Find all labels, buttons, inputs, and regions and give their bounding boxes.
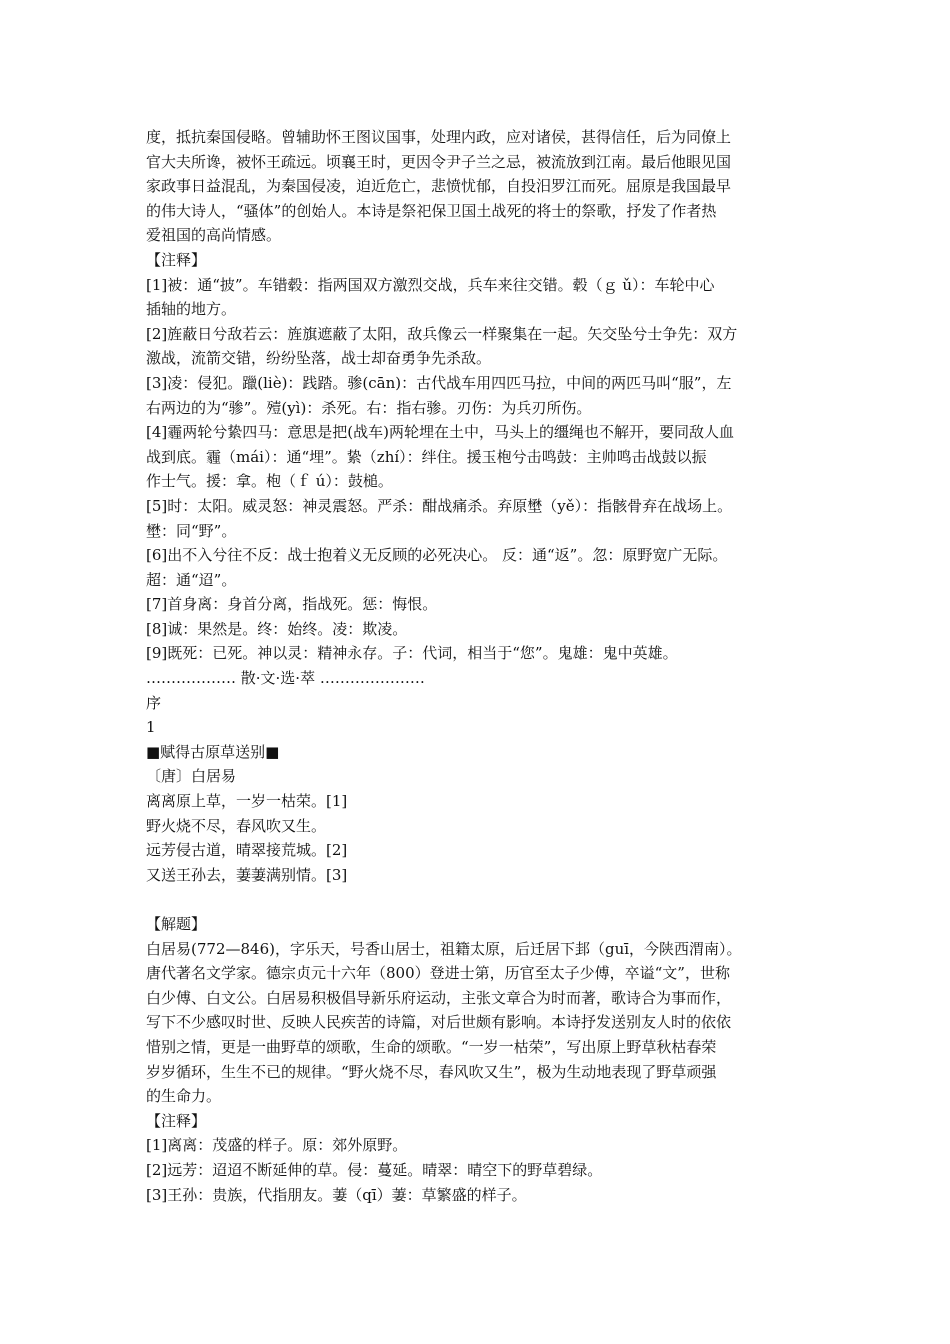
jieti-heading: 【解题】 <box>146 915 207 933</box>
jieti-section <box>146 912 812 1109</box>
text-line: 惜别之情，更是一曲野草的颂歌，生命的颂歌。“一岁一枯荣”，写出原上野草秋枯春荣 <box>146 1037 717 1056</box>
note-line: [3]凌：侵犯。躐(liè)：践踏。骖(cān)：古代战车用四匹马拉，中间的两匹马叫“服”，左 <box>146 373 732 392</box>
poem-author: 〔唐〕白居易 <box>146 767 237 786</box>
note-line: [2]远芳：迢迢不断延伸的草。侵：蔓延。晴翠：晴空下的野草碧绿。 <box>146 1160 603 1179</box>
note-line: [9]既死：已死。神以灵：精神永存。子：代词，相当于“您”。鬼雄：鬼中英雄。 <box>146 644 678 663</box>
poem-title: ■赋得古原草送别■ <box>146 742 280 761</box>
text-line: 的生命力。 <box>146 1087 222 1106</box>
note-line: [8]诚：果然是。终：始终。凌：欺凌。 <box>146 619 408 638</box>
section-number: 1 <box>146 718 156 737</box>
notes-section-1 <box>146 248 812 666</box>
note-line: [3]王孙：贵族，代指朋友。萋（qī）萋：草繁盛的样子。 <box>146 1185 527 1204</box>
section-label: 序 <box>146 693 162 712</box>
note-line: [2]旌蔽日兮敌若云：旌旗遮蔽了太阳，敌兵像云一样聚集在一起。矢交坠兮士争先：双方 <box>146 324 738 343</box>
note-line: 超：通“迢”。 <box>146 570 237 589</box>
section-divider: ……………… 散·文·选·萃 ………………… <box>146 669 425 688</box>
note-line: [6]出不入兮往不反：战士抱着义无反顾的必死决心。 反：通“返”。忽：原野宽广无际。 <box>146 546 728 565</box>
intro-paragraph <box>146 125 812 248</box>
text-line: 家政事日益混乱，为秦国侵凌，迫近危亡，悲愤忧郁，自投汨罗江而死。屈原是我国最早 <box>146 177 732 196</box>
notes-section-2 <box>146 1109 812 1207</box>
poem-line: 又送王孙去，萋萋满别情。[3] <box>146 865 348 884</box>
note-line: [1]离离：茂盛的样子。原：郊外原野。 <box>146 1136 408 1155</box>
note-line: 壄：同“野”。 <box>146 521 237 540</box>
text-line: 写下不少感叹时世、反映人民疾苦的诗篇，对后世颇有影响。本诗抒发送别友人时的依依 <box>146 1013 732 1032</box>
note-line: 作士气。援：拿。枹（ｆ ú）：鼓槌。 <box>146 472 393 491</box>
text-line: 唐代著名文学家。德宗贞元十六年（800）登进士第，历官至太子少傅，卒谥“文”，世称 <box>146 964 730 983</box>
poem-line: 离离原上草，一岁一枯荣。[1] <box>146 792 348 811</box>
note-line: 插轴的地方。 <box>146 300 237 319</box>
note-line: [1]被：通“披”。车错毂：指两国双方激烈交战，兵车来往交错。毂（ｇ ǔ）：车轮中心 <box>146 275 715 294</box>
note-line: [7]首身离：身首分离，指战死。惩：悔恨。 <box>146 595 438 614</box>
note-line: [4]霾两轮兮絷四马：意思是把(战车)两轮埋在土中，马头上的缰绳也不解开，要同敌人血 <box>146 423 734 442</box>
note-line: 右两边的为“骖”。殪(yì)：杀死。右：指右骖。刃伤：为兵刃所伤。 <box>146 398 592 417</box>
note-line: 激战，流箭交错，纷纷坠落，战士却奋勇争先杀敌。 <box>146 349 492 368</box>
text-line: 白居易(772—846)，字乐天，号香山居士，祖籍太原，后迁居下邽（guī，今陕西渭南）。 <box>146 939 742 958</box>
text-line: 爱祖国的高尚情感。 <box>146 226 282 245</box>
note-line: 战到底。霾（mái）：通“埋”。絷（zhí）：绊住。援玉枹兮击鸣鼓：主帅鸣击战鼓以振 <box>146 447 707 466</box>
text-line: 岁岁循环，生生不已的规律。“野火烧不尽，春风吹又生”，极为生动地表现了野草顽强 <box>146 1062 717 1081</box>
poem-line: 远芳侵古道，晴翠接荒城。[2] <box>146 841 348 860</box>
text-line: 官大夫所谗，被怀王疏远。顷襄王时，更因令尹子兰之忌，被流放到江南。最后他眼见国 <box>146 152 732 171</box>
notes-heading: 【注释】 <box>146 1111 207 1130</box>
text-line: 的伟大诗人，“骚体”的创始人。本诗是祭祀保卫国土战死的将士的祭歌，抒发了作者热 <box>146 201 717 220</box>
note-line: [5]时：太阳。威灵怒：神灵震怒。严杀：酣战痛杀。弃原壄（yě）：指骸骨弃在战场上。 <box>146 496 733 515</box>
blank-line <box>146 887 812 912</box>
text-line: 度，抵抗秦国侵略。曾辅助怀王图议国事，处理内政，应对诸侯，甚得信任，后为同僚上 <box>146 128 732 146</box>
notes-heading: 【注释】 <box>146 250 207 269</box>
poem-line: 野火烧不尽，春风吹又生。 <box>146 816 327 835</box>
text-line: 白少傅、白文公。白居易积极倡导新乐府运动，主张文章合为时而著，歌诗合为事而作， <box>146 988 732 1007</box>
poem <box>146 740 812 888</box>
